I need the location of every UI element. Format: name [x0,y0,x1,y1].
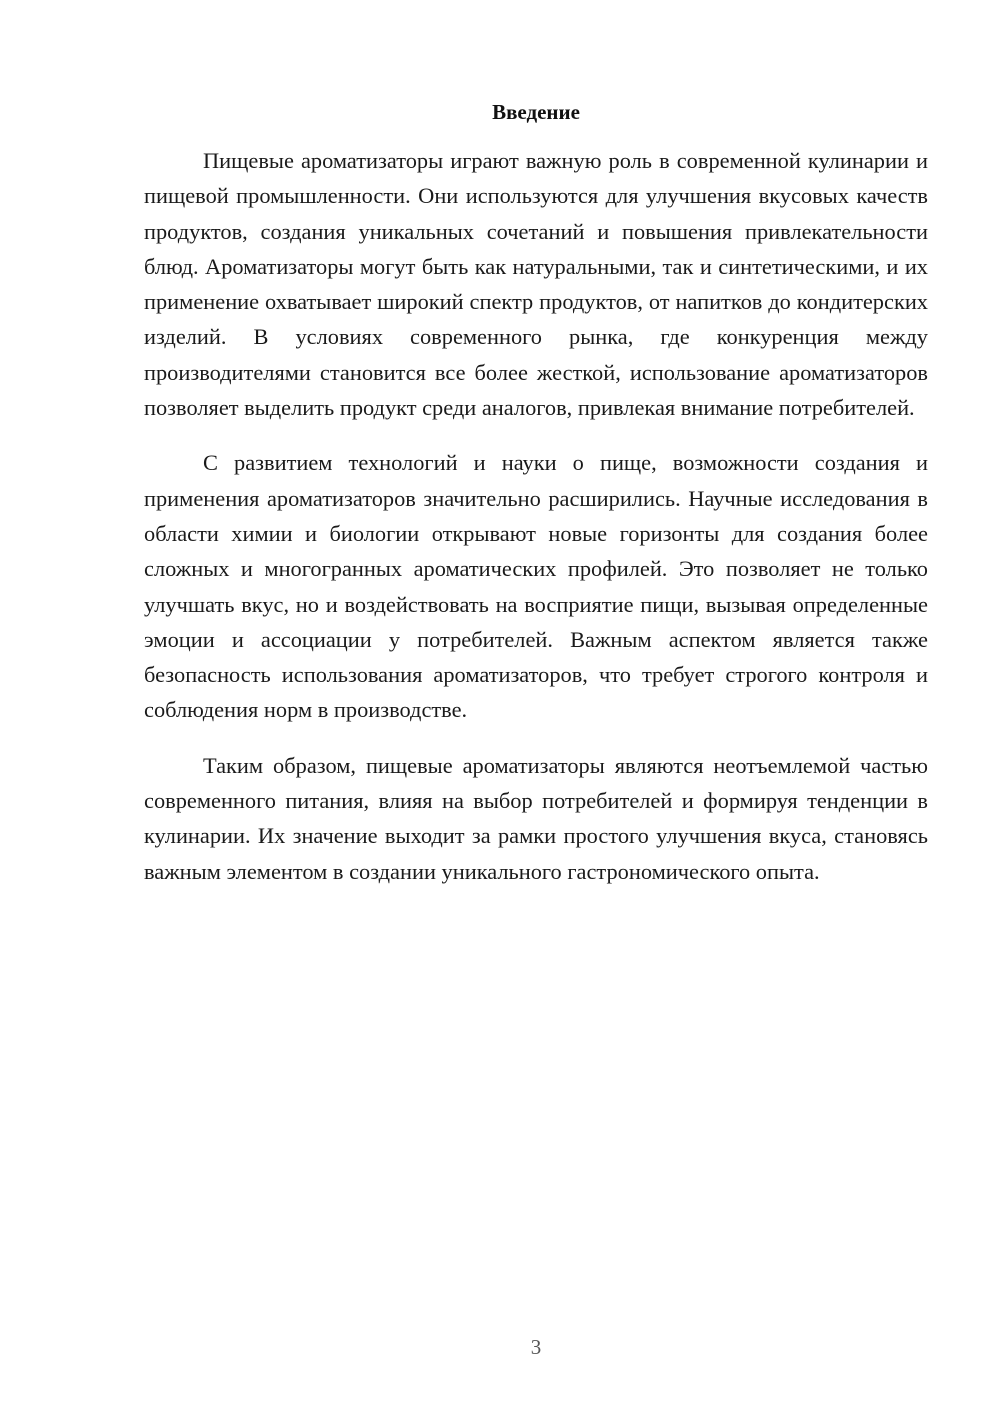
paragraph-3: Таким образом, пищевые ароматизаторы являются неотъемлемой частью современного питания, влияя на выбор потребителей и формируя тенденции в кулинарии. Их значение выходит за рамки простого улучшения вкуса, становясь важным элементом в создании уникального гастрономического опыта. [144,752,928,884]
body-text [144,143,928,909]
page-number: 3 [530,1335,542,1359]
page-title: Введение [492,100,580,124]
paragraph-2: С развитием технологий и науки о пище, возможности создания и применения ароматизаторов значительно расширились. Научные исследования в области химии и биологии открывают новые горизонты для создания более сложных и многогранных ароматических профилей. Это позволяет не только улучшать вкус, но и воздействовать на восприятие пищи, вызывая определенные эмоции и ассоциации у потребителей. Важным аспектом является также безопасность использования ароматизаторов, что требует строгого контроля и соблюдения норм в производстве. [144,450,928,723]
paragraph-1: Пищевые ароматизаторы играют важную роль в современной кулинарии и пищевой промышленности. Они используются для улучшения вкусовых качеств продуктов, создания уникальных сочетаний и повышения привлекательности блюд. Ароматизаторы могут быть как натуральными, так и синтетическими, и их применение охватывает широкий спектр продуктов, от напитков до кондитерских изделий. В условиях современного рынка, где конкуренция между производителями становится все более жесткой, использование ароматизаторов позволяет выделить продукт среди аналогов, привлекая внимание потребителей. [144,148,928,421]
